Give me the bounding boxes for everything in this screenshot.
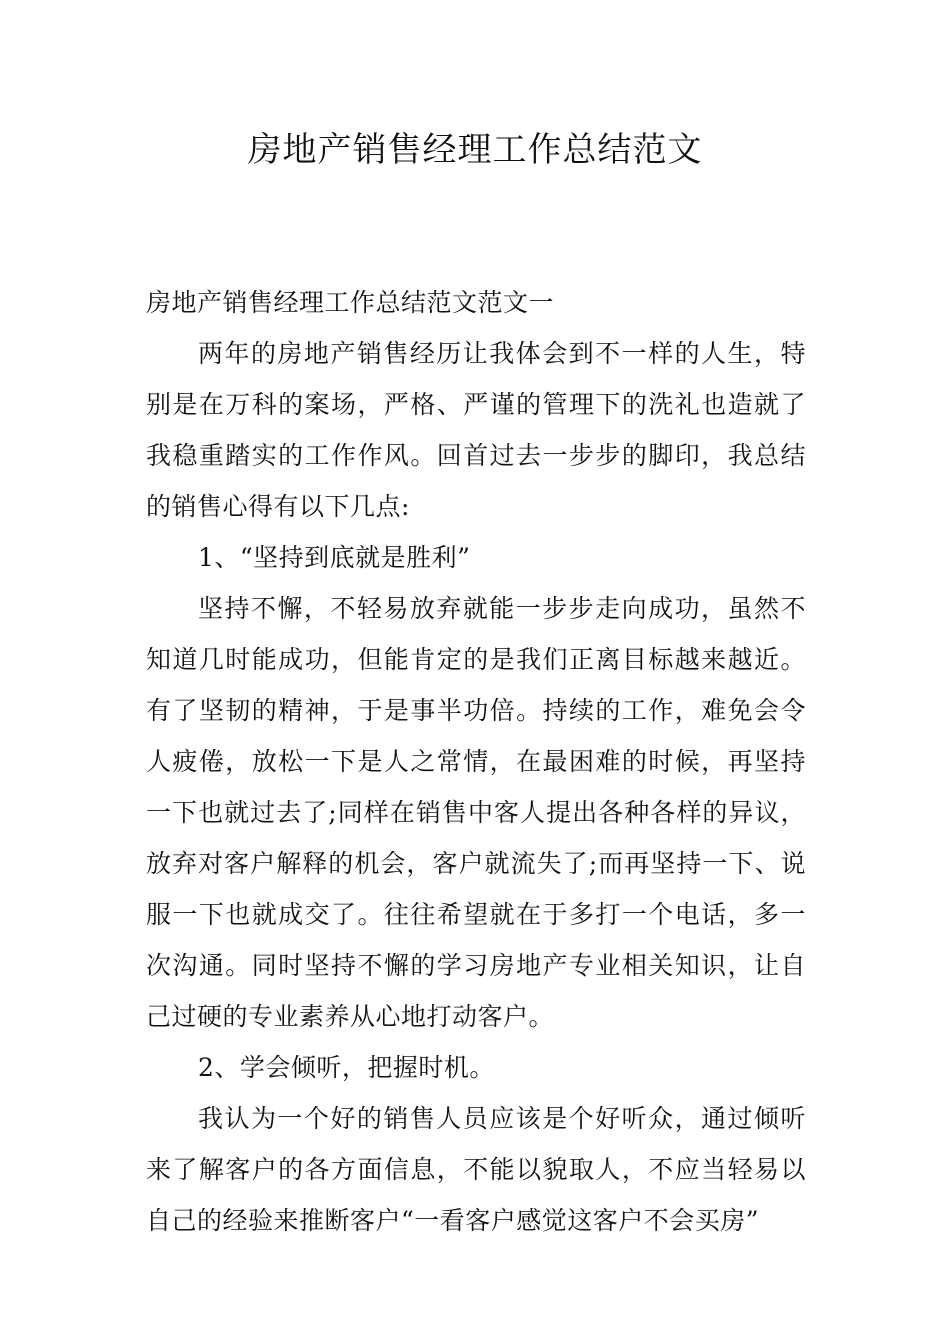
paragraph-listening: 我认为一个好的销售人员应该是个好听众，通过倾听来了解客户的各方面信息，不能以貌取人，不应当轻易以自己的经验来推断客户“一看客户感觉这客户不会买房” xyxy=(146,1104,806,1235)
point-heading-1: 1、“坚持到底就是胜利” xyxy=(198,543,471,572)
point-heading-2: 2、学会倾听，把握时机。 xyxy=(198,1053,495,1082)
document-body xyxy=(146,277,806,1246)
paragraph-intro: 两年的房地产销售经历让我体会到不一样的人生，特别是在万科的案场，严格、严谨的管理下的洗礼也造就了我稳重踏实的工作作风。回首过去一步步的脚印，我总结的销售心得有以下几点: xyxy=(146,339,806,521)
document-title: 房地产销售经理工作总结范文 xyxy=(247,130,703,170)
paragraph-persistence: 坚持不懈，不轻易放弃就能一步步走向成功，虽然不知道几时能成功，但能肯定的是我们正离目标越来越近。有了坚韧的精神，于是事半功倍。持续的工作，难免会令人疲倦，放松一下是人之常情，在最困难的时候，再坚持一下也就过去了;同样在销售中客人提出各种各样的异议，放弃对客户解释的机会，客户就流失了;而再坚持一下、说服一下也就成交了。往往希望就在于多打一个电话，多一次沟通。同时坚持不懈的学习房地产专业相关知识，让自己过硬的专业素养从心地打动客户。 xyxy=(146,594,806,1031)
section-heading: 房地产销售经理工作总结范文范文一 xyxy=(146,288,555,317)
